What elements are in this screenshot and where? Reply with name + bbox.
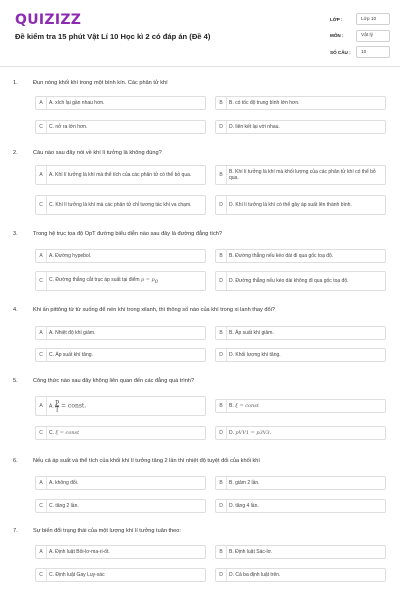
option-b[interactable] [215,249,386,263]
option-text: D. Khối lượng khí tăng. [229,352,281,358]
option-a[interactable] [35,96,206,110]
option-letter: B [216,97,227,109]
option-text: C. Khí lí tưởng là khí mà các phân tử chỉ tương tác khi va chạm. [49,202,192,208]
option-text: B. Áp suất khí giảm. [229,330,274,336]
option-text-label: C. Đường thẳng cắt trục áp suất tại điểm [49,277,140,283]
option-letter: D [216,349,227,361]
option-b[interactable] [215,96,386,110]
question-number: 3. [13,231,18,237]
option-text: D. liên kết lại với nhau. [229,124,280,130]
option-text: B. giảm 2 lần. [229,480,260,486]
option-d[interactable] [215,568,386,582]
option-d[interactable] [215,195,386,215]
option-a[interactable] [35,476,206,490]
option-b[interactable] [215,326,386,340]
option-letter: A [36,477,47,489]
option-letter: D [216,121,227,133]
option-text: A. không đổi. [49,480,79,486]
option-letter: A [36,97,47,109]
option-c[interactable] [35,348,206,362]
option-letter: A [36,397,47,415]
option-text [49,430,202,436]
option-letter: C [36,272,47,290]
option-letter: B [216,546,227,558]
option-d[interactable] [215,271,386,291]
fraction-numerator: p [55,398,60,406]
option-b[interactable] [215,399,386,413]
meta-row-subject [330,29,390,43]
option-a[interactable] [35,165,206,185]
option-text [49,399,202,414]
option-letter: C [36,427,47,439]
option-letter: C [36,500,47,512]
option-a[interactable] [35,326,206,340]
meta-value: 10 [356,46,390,58]
option-text: A. xích lại gần nhau hơn. [49,100,105,106]
option-d[interactable] [215,120,386,134]
option-d[interactable] [215,426,386,440]
meta-row-count [330,45,390,59]
option-letter: B [216,477,227,489]
question-text: Khi ấn pittông từ từ xuống để nén khí trong xilanh, thì thông số nào của khí trong xi lanh thay đổi? [33,307,275,313]
option-text: C. tăng 2 lần. [49,503,79,509]
question-number: 4. [13,307,18,313]
option-letter: A [36,166,47,184]
math-expression: ξ = const [55,430,80,436]
option-letter: C [36,121,47,133]
question-text: Trong hệ trục tọa độ OpT đường biểu diễn nào sau đây là đường đẳng tích? [33,231,222,237]
option-text: B. Đường thẳng nếu kéo dài đi qua gốc toạ độ. [229,253,334,259]
formula-tail: = const. [59,402,87,410]
math-expression: pVV1 = p3V3. [235,430,272,436]
option-text: D. Đường thẳng nếu kéo dài không đi qua gốc toạ độ. [229,278,349,284]
option-text-label: A. [49,403,54,410]
option-text: C. Định luật Gay Luy-xác [49,572,105,578]
option-text: C. nở ra lớn hơn. [49,124,88,130]
option-c[interactable] [35,568,206,582]
meta-label: MÔN : [330,33,344,38]
option-a[interactable] [35,545,206,559]
meta-value: Lớp 10 [356,13,390,25]
meta-label: LỚP : [330,16,343,22]
option-b[interactable] [215,165,386,185]
option-a[interactable] [35,249,206,263]
option-d[interactable] [215,348,386,362]
option-text: D. Khí lí tưởng là khí có thể gây áp suất lên thành bình. [229,202,352,208]
option-text-label: B. [229,403,234,409]
math-expression: p = p [140,277,155,283]
option-letter: B [216,250,227,262]
option-c[interactable] [35,120,206,134]
question-number: 2. [13,150,18,156]
worksheet-header [0,0,400,67]
option-letter: C [36,196,47,214]
option-letter: A [36,546,47,558]
question-text: Sự biến đổi trạng thái của một lượng khí lí tưởng tuân theo: [33,528,181,534]
math-expression: ξ = const [235,403,259,409]
option-text [49,277,202,285]
option-letter: D [216,427,227,439]
option-text-label: D. [229,430,234,436]
option-text: C. Áp suất khí tăng. [49,352,93,358]
option-text: A. Định luật Bôi-lơ-ma-ri-ốt. [49,549,110,555]
question-text: Nếu cả áp suất và thể tích của khối khí lí tưởng tăng 2 lần thì nhiệt độ tuyệt đối của khối khí [33,458,260,464]
option-letter: A [36,250,47,262]
option-letter: D [216,272,227,290]
question-number: 5. [13,378,18,384]
option-c[interactable] [35,195,206,215]
document-title: Đề kiểm tra 15 phút Vật Lí 10 Học kì 2 có đáp án (Đề 4) [15,32,211,41]
option-text-label: C. [49,430,54,436]
question-number: 1. [13,80,18,86]
option-letter: B [216,400,227,412]
question-number: 6. [13,458,18,464]
option-b[interactable] [215,476,386,490]
option-letter: C [36,349,47,361]
option-c[interactable] [35,426,206,440]
question-text: Đun nóng khối khí trong một bình kín. Các phân tử khí [33,80,168,86]
question-text: Công thức nào sau đây không liên quan đến các đẳng quá trình? [33,378,195,384]
quizizz-logo: QUIZIZZ [15,12,82,28]
option-a[interactable] [35,396,206,416]
question-number: 7. [13,528,18,534]
option-text: A. Khí lí tưởng là khí mà thể tích của các phân tử có thể bỏ qua. [49,172,192,178]
option-letter: A [36,327,47,339]
fraction-denominator: T [55,406,60,414]
option-text: A. Đường hypebol. [49,253,92,259]
option-letter: D [216,569,227,581]
meta-row-class [330,12,390,26]
option-c[interactable] [35,271,206,291]
option-letter: D [216,500,227,512]
math-subscript: 0 [154,279,158,285]
option-letter: D [216,196,227,214]
option-text: B. có tốc độ trung bình lớn hơn. [229,100,300,106]
option-text: D. Cả ba định luật trên. [229,572,281,578]
option-text: B. Định luật Sác-lơ. [229,549,273,555]
option-letter: B [216,166,227,184]
option-c[interactable] [35,499,206,513]
option-b[interactable] [215,545,386,559]
option-text: B. Khí lí tưởng là khí mà khối lượng của các phân tử khí có thể bỏ qua. [229,169,376,181]
option-letter: C [36,569,47,581]
option-text: A. Nhiệt độ khí giảm. [49,330,96,336]
option-letter: B [216,327,227,339]
meta-label: SỐ CÂU : [330,49,351,55]
option-text [229,430,382,436]
option-d[interactable] [215,499,386,513]
meta-panel [330,12,390,62]
option-text: D. tăng 4 lần. [229,503,259,509]
meta-value: Vật lý [356,30,390,42]
option-text [229,403,382,409]
question-text: Câu nào sau đây nói về khí lí tưởng là không đúng? [33,150,162,156]
